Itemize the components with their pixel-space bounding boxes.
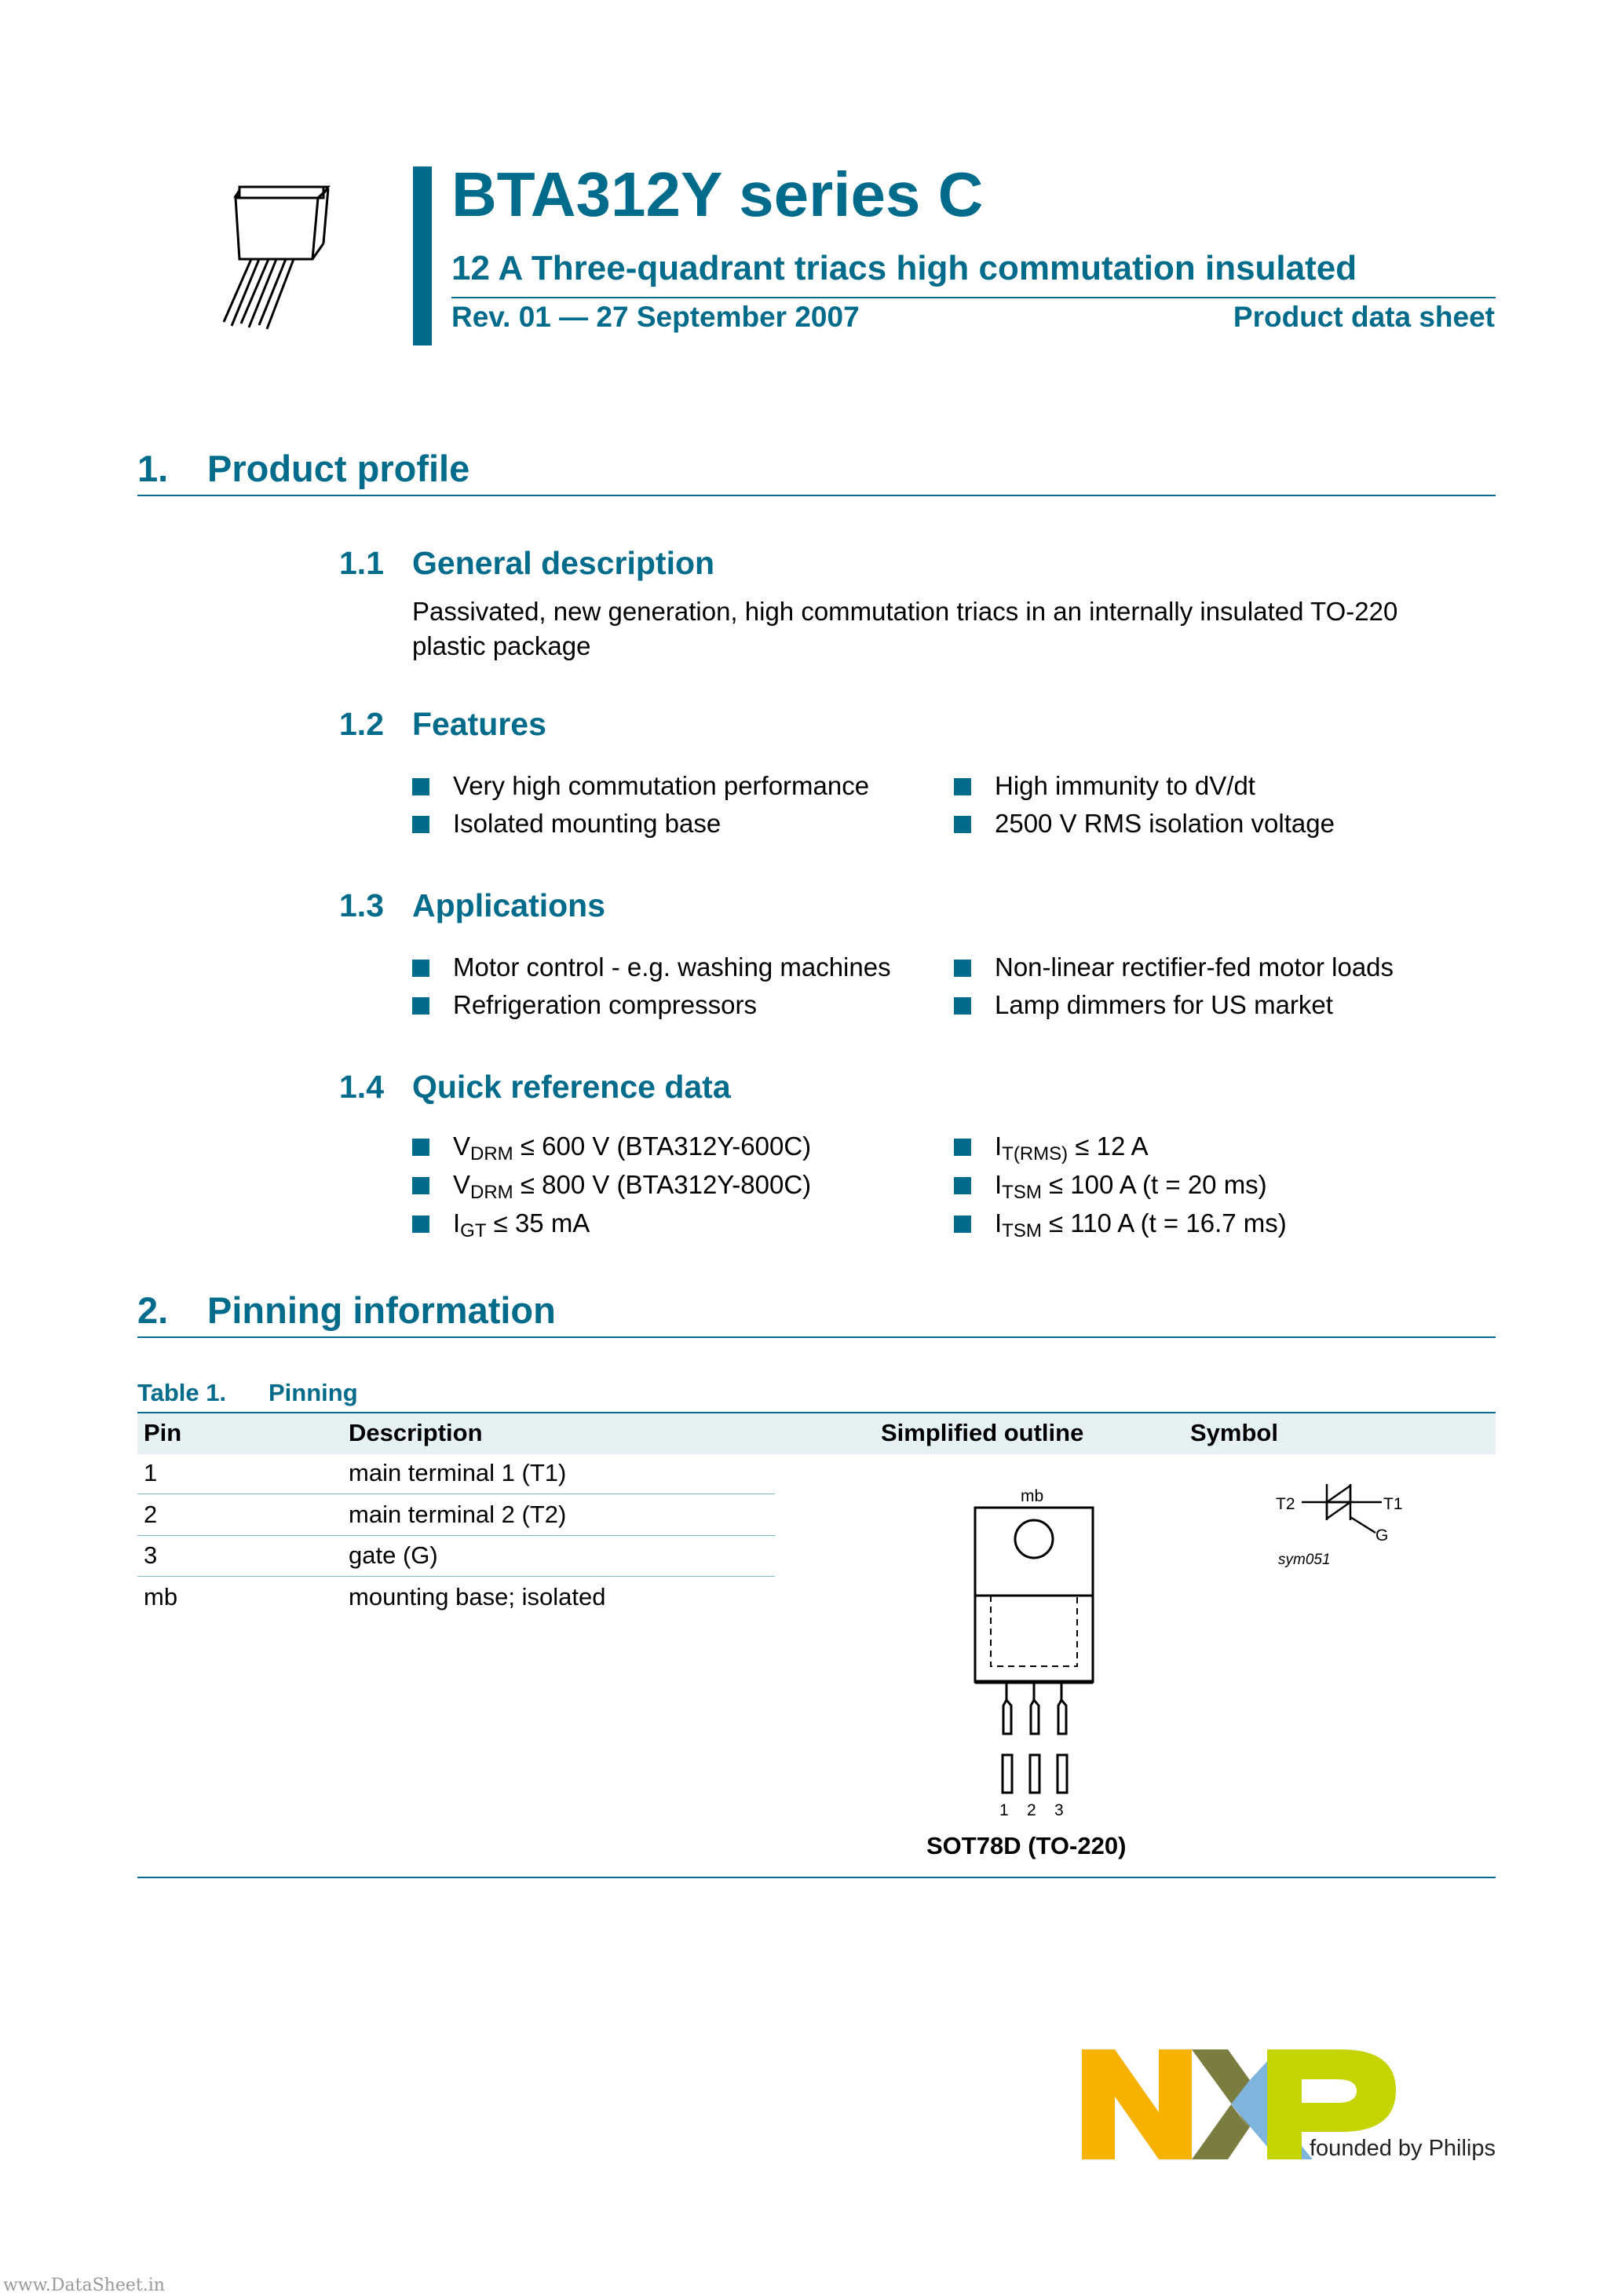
table-row-divider	[137, 1493, 775, 1494]
subsection-number: 1.2	[339, 706, 384, 742]
section-heading-pinning: Pinning information	[207, 1289, 556, 1331]
table-cell-description: main terminal 1 (T1)	[349, 1459, 567, 1486]
table-header-outline: Simplified outline	[881, 1419, 1084, 1446]
subsection-heading-quick-reference: Quick reference data	[412, 1069, 731, 1105]
section-heading-product-profile: Product profile	[207, 448, 470, 489]
subsection-heading-general-description: General description	[412, 545, 715, 581]
quick-ref-item: $I_{TSM} \le 100$ A (t = 20 ms)	[954, 1172, 1267, 1197]
application-item: Motor control - e.g. washing machines	[412, 954, 891, 980]
symbol-label-g: G	[1375, 1526, 1389, 1545]
table-cell-pin: 3	[144, 1541, 158, 1569]
application-item: Non-linear rectifier-fed motor loads	[954, 954, 1394, 980]
quick-ref-item: $I_{TSM} \le 110$ A (t = 16.7 ms)	[954, 1210, 1287, 1236]
general-description-line1: Passivated, new generation, high commutation triacs in an internally insulated TO-220	[412, 597, 1398, 626]
outline-label-pin3: 3	[1054, 1801, 1064, 1819]
table-caption: Pinning	[269, 1379, 358, 1406]
application-item: Refrigeration compressors	[412, 992, 757, 1018]
package-outline-drawing	[966, 1484, 1099, 1822]
table-cell-description: main terminal 2 (T2)	[349, 1501, 567, 1528]
watermark: www.DataSheet.in	[3, 2276, 165, 2295]
quick-ref-item: $I_{GT} \le 35$ mA	[412, 1210, 590, 1236]
table-header-row	[137, 1412, 1496, 1454]
document-subtitle: 12 A Three-quadrant triacs high commutation insulated	[451, 249, 1357, 287]
section-rule	[137, 1336, 1496, 1338]
feature-item: High immunity to dV/dt	[954, 773, 1255, 799]
triac-symbol	[1272, 1476, 1421, 1570]
document-type: Product data sheet	[1233, 301, 1495, 333]
outline-label-pin2: 2	[1027, 1801, 1036, 1819]
outline-caption: SOT78D (TO-220)	[926, 1832, 1127, 1859]
section-number: 2.	[137, 1289, 169, 1331]
quick-ref-item: $V_{DRM} \le 800$ V (BTA312Y-800C)	[412, 1172, 811, 1197]
section-number: 1.	[137, 448, 169, 489]
revision-date: Rev. 01 — 27 September 2007	[451, 301, 860, 333]
table-caption-number: Table 1.	[137, 1379, 227, 1406]
feature-item: 2500 V RMS isolation voltage	[954, 810, 1335, 836]
quick-ref-item: $V_{DRM} \le 600$ V (BTA312Y-600C)	[412, 1133, 811, 1159]
table-cell-pin: 1	[144, 1459, 158, 1486]
section-rule	[137, 495, 1496, 496]
subsection-number: 1.1	[339, 545, 384, 581]
table-cell-description: gate (G)	[349, 1541, 438, 1569]
quick-ref-item: $I_{T(RMS)} \le 12$ A	[954, 1133, 1149, 1159]
table-header-pin: Pin	[144, 1419, 182, 1446]
document-title: BTA312Y series C	[451, 159, 984, 229]
subsection-number: 1.4	[339, 1069, 384, 1105]
logo-tagline: founded by Philips	[1310, 2136, 1496, 2161]
table-row-divider	[137, 1535, 775, 1536]
subsection-heading-applications: Applications	[412, 887, 606, 923]
outline-label-mb: mb	[1021, 1487, 1044, 1505]
general-description-line2: plastic package	[412, 631, 591, 660]
table-header-description: Description	[349, 1419, 483, 1446]
table-cell-description: mounting base; isolated	[349, 1583, 606, 1610]
outline-label-pin1: 1	[999, 1801, 1009, 1819]
table-cell-pin: 2	[144, 1501, 158, 1528]
symbol-label-t2: T2	[1276, 1495, 1295, 1513]
symbol-label-t1: T1	[1383, 1495, 1403, 1513]
table-row-divider	[137, 1576, 775, 1577]
subsection-number: 1.3	[339, 887, 384, 923]
package-illustration	[204, 181, 345, 338]
header-rule	[451, 297, 1496, 298]
application-item: Lamp dimmers for US market	[954, 992, 1333, 1018]
symbol-reference: sym051	[1278, 1552, 1331, 1568]
header-accent-bar	[413, 166, 432, 345]
table-cell-pin: mb	[144, 1583, 178, 1610]
feature-item: Isolated mounting base	[412, 810, 721, 836]
table-bottom-rule	[137, 1877, 1496, 1878]
subsection-heading-features: Features	[412, 706, 546, 742]
feature-item: Very high commutation performance	[412, 773, 869, 799]
table-header-symbol: Symbol	[1190, 1419, 1278, 1446]
